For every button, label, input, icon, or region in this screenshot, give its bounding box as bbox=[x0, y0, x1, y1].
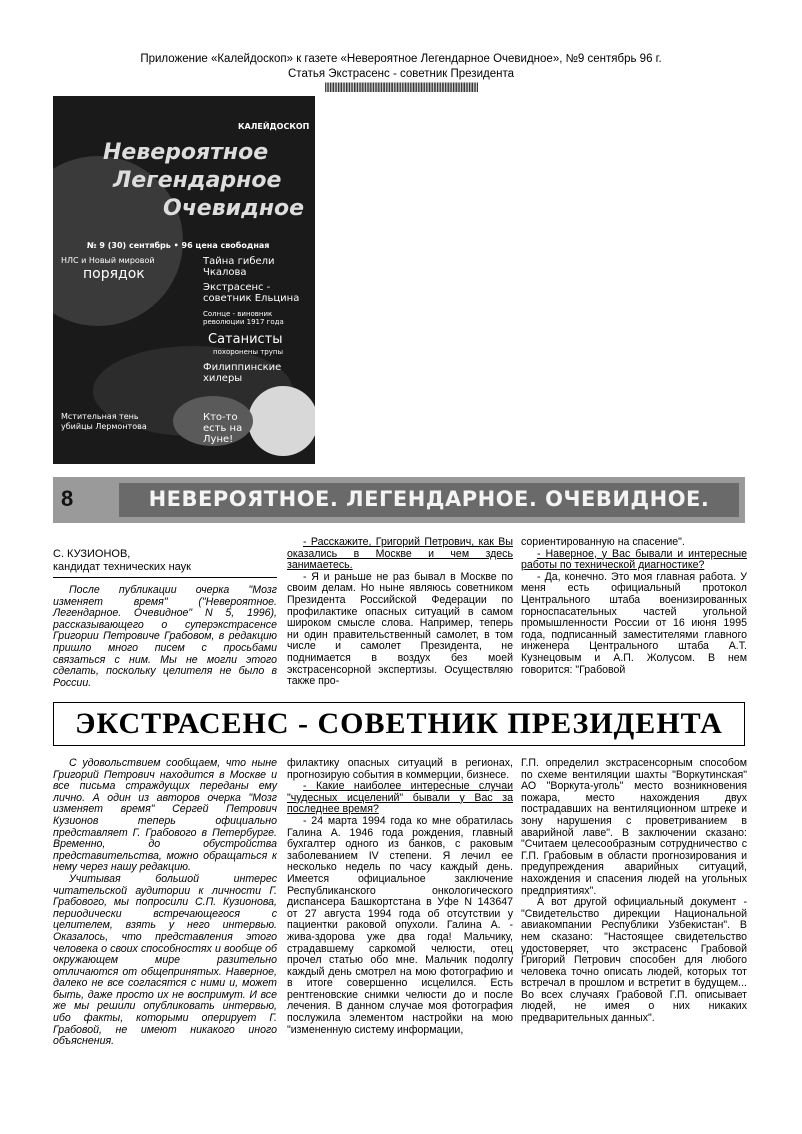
paragraph: С удовольствием сообщаем, что ныне Григорий Петрович находится в Москве и все письма страждущих переданы ему лично. А один из авторов очерка "Мозг изменяет время" Сергей Петрович Кузионов теперь официально представляет Г. Грабового в Петербурге. Временно, до обустройства представительства, можно обращаться к нему через нашу редакцию. bbox=[53, 757, 277, 874]
page-number: 8 bbox=[61, 486, 74, 511]
banner-title: НЕВЕРОЯТНОЕ. ЛЕГЕНДАРНОЕ. ОЧЕВИДНОЕ. bbox=[148, 487, 710, 511]
intro-paragraph: После публикации очерка "Мозг изменяет время" ("Невероятное. Легендарное. Очевидное" N 5, 1996), расcказывающего о суперэкстрасенсе Григории Петровиче Грабовом, в редакцию пришло много писем с просьбами связаться с ним. Мы не могли этого сделать, поскольку целителя не было в России. bbox=[53, 584, 277, 689]
cover-title-1: Невероятное bbox=[103, 140, 269, 165]
cover-item-6: Кто-то есть на Луне! bbox=[203, 412, 243, 445]
question: - Расскажите, Григорий Петрович, как Вы оказались в Москве и чем здесь занимаетесь. bbox=[287, 536, 513, 572]
intro-column bbox=[53, 585, 277, 689]
page-header bbox=[0, 52, 802, 93]
author-title: кандидат технических наук bbox=[53, 561, 191, 573]
cover-item-1: Тайна гибели Чкалова bbox=[203, 256, 275, 278]
cover-left-2: порядок bbox=[83, 266, 145, 282]
bottom-column-1 bbox=[53, 758, 277, 1048]
header-line-2: Статья Экстрасенс - советник Президента bbox=[288, 68, 514, 80]
cover-left-3: Мстительная тень убийцы Лермонтова bbox=[61, 412, 147, 431]
top-column-3 bbox=[521, 537, 747, 676]
divider bbox=[53, 577, 277, 578]
cover-item-3: Солнце - виновник революции 1917 года bbox=[203, 310, 284, 326]
question: - Какие наиболее интересные случаи "чудесных исцелений" бывали у Вас за последнее время? bbox=[287, 780, 513, 816]
section-banner bbox=[53, 477, 745, 523]
cover-item-2: Экстрасенс - советник Ельцина bbox=[203, 282, 300, 304]
answer: - Да, конечно. Это моя главная работа. У меня есть официальный протокол Центрального штаба военизированных горноспасательных частей угольной промышленности России от 16 июня 1995 года, подписанный заместителями главного инженера Центрального штаба А.Т. Кузнецовым и А.П. Жолусом. В нем говорится: "Грабовой bbox=[521, 570, 747, 676]
top-column-2 bbox=[287, 537, 513, 688]
header-line-1: Приложение «Калейдоскоп» к газете «Невероятное Легендарное Очевидное», №9 сентябрь 96 г. bbox=[140, 53, 662, 65]
cover-title-3: Очевидное bbox=[163, 196, 305, 221]
bottom-column-2 bbox=[287, 758, 513, 1036]
header-ticks: |||||||||||||||||||||||||||||||||||||||||||||||||||||||||||||||||||||||||||||||||||||||||||||||| bbox=[324, 82, 478, 93]
answer: - 24 марта 1994 года ко мне обратилась Галина А. 1946 года рождения, главный бухгалтер одного из банков, с раковым заболеванием IV степени. Я лечил ее несколько недель по часу каждый день. Имеется официальное заключение Республиканского онкологического диспансера Башкортстана в Уфе N 143647 от 27 августа 1994 года об отсутствии у пациентки раковой опухоли. Галина А. - жива-здорова уже два года! Мальчику, страдавшему саркомой челюсти, отец прочел статью обо мне. Мальчик подолгу каждый день смотрел на мою фотографию и в итоге совершенно исцелился. Есть рентгеновские снимки челюсти до и после лечения. В данном случае моя фотография послужила элементом настройки на мою "измененную системy информации, bbox=[287, 814, 513, 1036]
answer: - Я и раньше не раз бывал в Москве по своим делам. Но ныне являюсь советником Президента Российской Федерации по профилактике опасных ситуаций в самом широком смысле слова. Например, теперь ни один правительственный самолет, в том числе и самолет Президента, не поднимается в воздух без моей экстрасенсорной экспертизы. Осуществляю также про- bbox=[287, 570, 513, 688]
continuation: сориентированную на спасение". bbox=[521, 536, 685, 548]
paragraph: Г.П. определил экстрасенсорным способом по схеме вентиляции шахты "Воркутинская" АО "Воркута-уголь" место возникновения пожара, место нахождения двух пострадавших на вентиляционном штреке и зону нарушения с проветриванием в аварийной лаве". В заключении сказано: "Считаем целесообразным сотрудничество с Г.П. Грабовым в области прогнозирования и предупреждения аварийных ситуаций, нахождения и спасения людей на угольных предприятиях". bbox=[521, 757, 747, 897]
question: - Наверное, у Вас бывали и интересные работы по технической диагностике? bbox=[521, 547, 747, 572]
article-headline: ЭКСТРАСЕНС - СОВЕТНИК ПРЕЗИДЕНТА bbox=[53, 702, 745, 746]
continuation: филактику опасных ситуаций в регионах, прогнозирую события в коммерции, бизнесе. bbox=[287, 757, 513, 781]
bottom-column-3 bbox=[521, 758, 747, 1025]
cover-title-2: Легендарное bbox=[113, 168, 282, 193]
magazine-cover-image bbox=[53, 96, 315, 464]
author-name: С. КУЗИОНОВ, bbox=[53, 548, 131, 560]
cover-item-4b: похоронены трупы bbox=[213, 348, 283, 356]
cover-brand: КАЛЕЙДОСКОП bbox=[238, 122, 310, 131]
author-block bbox=[53, 548, 191, 574]
paragraph: А вот другой официальный документ - "Свидетельство дирекции Национальной авиакомпании Республики Узбекистан". В нем сказано: "Настоящее свидетельство удостоверяет, что экстрасенс Грабовой Григорий Петрович способен для любого человека точно описать людей, которых тот встречал в прошлом и встретит в будущем... Во всех случаях Грабовой Г.П. описывает людей, не имея о них никаких предварительных данных". bbox=[521, 896, 747, 1025]
cover-item-4: Сатанисты bbox=[208, 332, 283, 347]
paragraph: Учитывая большой интерес читательской аудитории к личности Г. Грабового, мы попросили С.П. Кузионова, периодически встречающегося с целителем, взять у него интервью. Оказалось, что представления этого человека о своих способностях и вообще об окружающем мире разительно отличаются от общепринятых. Наверное, далеко не все согласятся с ними и, может быть, даже просто их не воспримут. И все же мы решили опубликовать интервью, ибо факты, которыми оперирует Г. Грабовой, не имеют никакого иного объяснения. bbox=[53, 872, 277, 1048]
cover-issue: № 9 (30) сентябрь • 96 цена свободная bbox=[87, 241, 270, 250]
cover-item-5: Филиппинские хилеры bbox=[203, 362, 282, 384]
cover-left-1: НЛС и Новый мировой bbox=[61, 256, 155, 265]
